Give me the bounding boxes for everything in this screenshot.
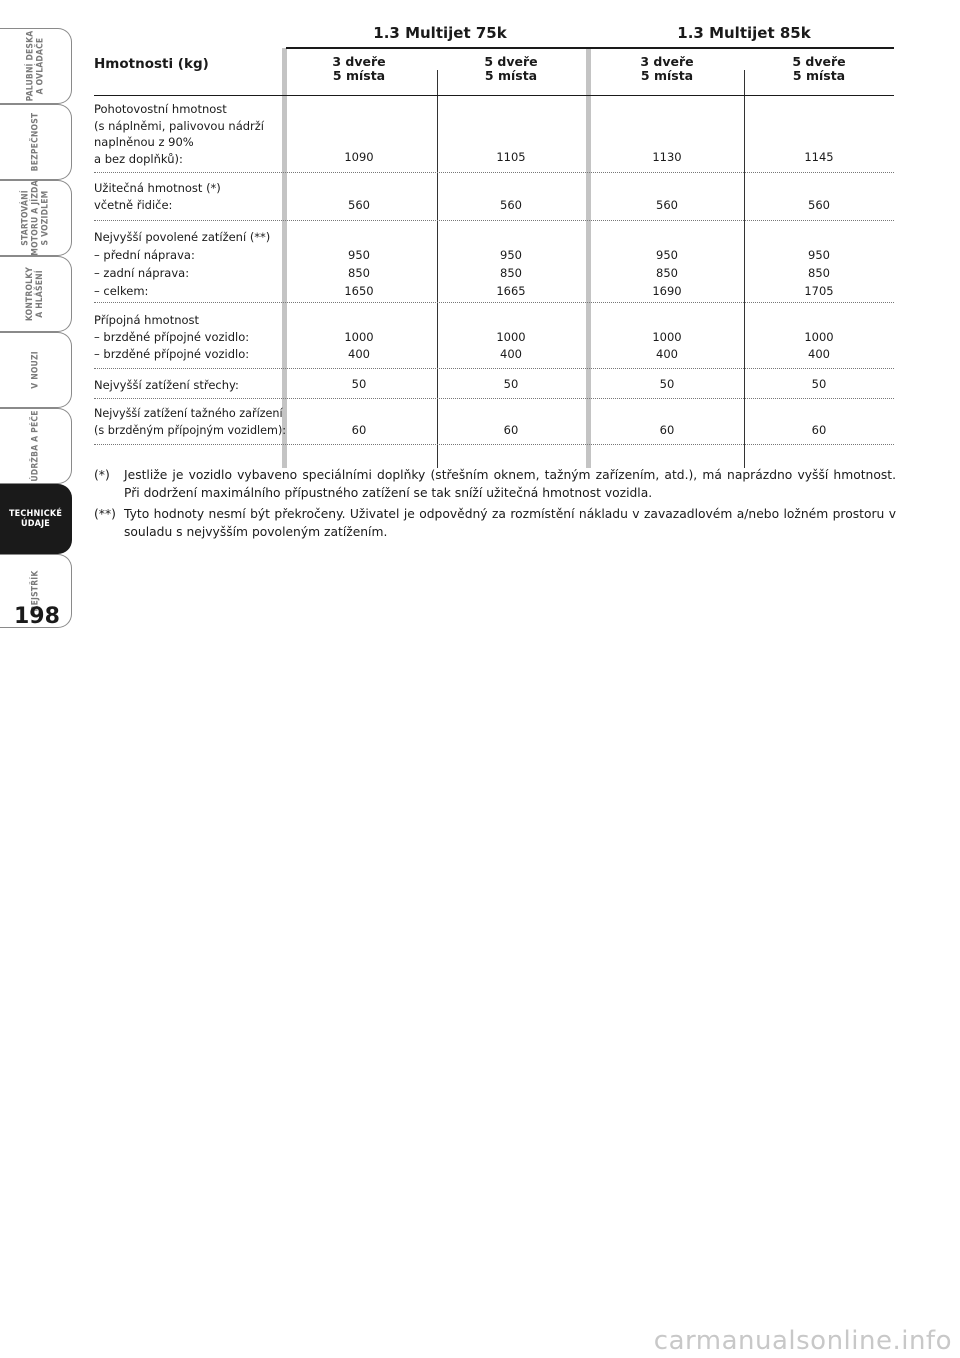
column-header-doors: 3 dveře <box>640 54 694 69</box>
tab-bezpecnost[interactable] <box>0 104 72 180</box>
row-label-max-load: Nejvyšší povolené zatížení (**) – přední náprava: – zadní náprava: – celkem: <box>94 230 271 298</box>
row-label-payload: Užitečná hmotnost (*) včetně řidiče: <box>94 181 221 212</box>
column-header <box>592 55 742 83</box>
tab-technicke-udaje[interactable] <box>0 484 72 554</box>
table-cell: 60 <box>659 423 675 437</box>
table-cell: 60 <box>811 423 827 437</box>
page-number: 198 <box>14 604 60 629</box>
table-cell: 560 <box>656 198 678 212</box>
tab-label: STARTOVÁNÍ MOTORU A JÍZDA S VOZIDLEM <box>20 180 51 256</box>
row-label-curb-weight: Pohotovostní hmotnost (s náplněmi, palivovou nádrží naplněnou z 90% a bez doplňků): <box>94 102 264 166</box>
tab-label: REJSTŘÍK <box>30 570 41 612</box>
table-cell: 560 <box>348 198 370 212</box>
footnote-mark: (*) <box>94 468 110 482</box>
tab-label: ÚDRŽBA A PÉČE <box>30 410 41 482</box>
column-header-seats: 5 místa <box>640 68 694 83</box>
footnote-text: Jestliže je vozidlo vybaveno speciálními doplňky (střešním oknem, tažným zařízením, atd.), má naprázdno vyšší hmotnost. Při dodržení maximálního přípustného zatížení se tak sníží užitečná hmotnost vozidla. <box>124 468 896 500</box>
column-header-seats: 5 místa <box>484 68 538 83</box>
table-cell: 1000 400 <box>496 330 526 361</box>
tab-label: PALUBNÍ DESKA A OVLÁDAČE <box>25 30 46 102</box>
watermark: carmanualsonline.info <box>653 1326 952 1356</box>
table-cell: 1130 <box>652 150 682 164</box>
footnotes <box>94 466 896 544</box>
table-cell: 560 <box>808 198 830 212</box>
tab-palubni-deska[interactable] <box>0 28 72 104</box>
table-cell: 950 850 1690 <box>652 248 682 298</box>
row-label-trailer-weight: Přípojná hmotnost – brzděné přípojné vozidlo: – brzděné přípojné vozidlo: <box>94 313 250 361</box>
column-header-doors: 5 dveře <box>484 54 538 69</box>
column-header <box>436 55 586 83</box>
column-header-seats: 5 místa <box>792 68 846 83</box>
tab-label: V NOUZI <box>30 351 41 389</box>
tab-kontrolky[interactable] <box>0 256 72 332</box>
column-header-seats: 5 místa <box>332 68 386 83</box>
column-header-doors: 3 dveře <box>332 54 386 69</box>
table-cell: 60 <box>503 423 519 437</box>
table-cell: 60 <box>351 423 367 437</box>
row-divider <box>94 368 894 369</box>
tab-v-nouzi[interactable] <box>0 332 72 408</box>
table-cell: 1145 <box>804 150 834 164</box>
footnote-text: Tyto hodnoty nesmí být překročeny. Uživatel je odpovědný za rozmístění nákladu v zavazadlovém a/nebo ložném prostoru v souladu s nejvyšším povoleným zatížením. <box>124 507 896 539</box>
engine-separator-bar <box>586 48 591 468</box>
footnote <box>94 466 896 502</box>
tab-label: BEZPEČNOST <box>30 112 41 172</box>
table-cell: 50 <box>811 377 827 391</box>
table-cell: 950 850 1705 <box>804 248 834 298</box>
table-cell: 50 <box>659 377 675 391</box>
engine-title-75k: 1.3 Multijet 75k <box>373 24 507 42</box>
table-cell: 950 850 1665 <box>496 248 526 298</box>
tab-label: KONTROLKY A HLÁŠENÍ <box>25 266 46 322</box>
table-title: Hmotnosti (kg) <box>94 56 209 72</box>
row-divider <box>94 302 894 303</box>
tab-udrzba[interactable] <box>0 408 72 484</box>
tab-label: TECHNICKÉ ÚDAJE <box>8 509 63 529</box>
table-cell: 1000 400 <box>804 330 834 361</box>
weights-table <box>94 20 894 450</box>
row-label-tow-hitch-load: Nejvyšší zatížení tažného zařízení (s brzděným přípojným vozidlem): <box>94 407 287 437</box>
table-cell: 950 850 1650 <box>344 248 374 298</box>
row-label-roof-load: Nejvyšší zatížení střechy: <box>94 378 239 392</box>
chapter-sidebar <box>0 0 80 680</box>
row-divider <box>94 172 894 173</box>
table-cell: 560 <box>500 198 522 212</box>
table-cell: 1000 400 <box>652 330 682 361</box>
header-rule <box>286 47 894 49</box>
table-cell: 1000 400 <box>344 330 374 361</box>
table-cell: 1105 <box>496 150 526 164</box>
table-cell: 1090 <box>344 150 374 164</box>
table-cell: 50 <box>503 377 519 391</box>
table-cell: 50 <box>351 377 367 391</box>
engine-title-85k: 1.3 Multijet 85k <box>677 24 811 42</box>
column-header-doors: 5 dveře <box>792 54 846 69</box>
row-divider <box>94 398 894 399</box>
row-divider <box>94 220 894 221</box>
tab-startovani[interactable] <box>0 180 72 256</box>
footnote <box>94 505 896 541</box>
column-header <box>284 55 434 83</box>
row-divider <box>94 444 894 445</box>
header-bottom-rule <box>94 95 894 96</box>
column-header <box>744 55 894 83</box>
footnote-mark: (**) <box>94 507 116 521</box>
